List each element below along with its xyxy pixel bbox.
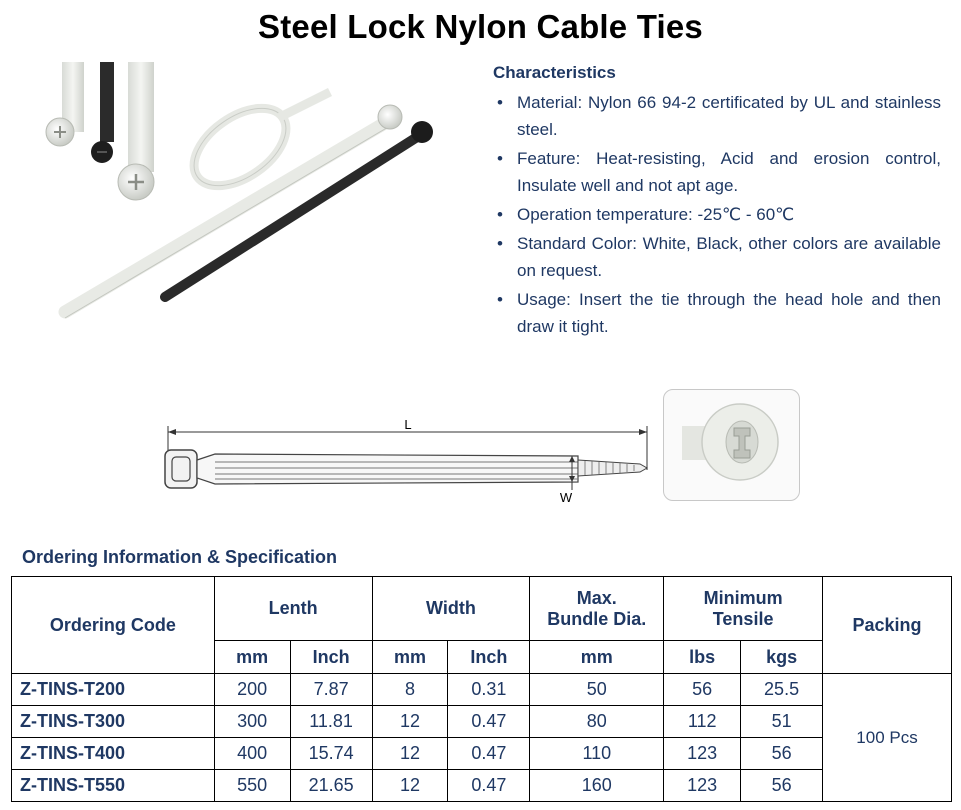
cell-code: Z-TINS-T550 [12, 770, 215, 802]
cell-kgs: 56 [741, 738, 823, 770]
page-title: Steel Lock Nylon Cable Ties [258, 8, 703, 45]
cell-bundle: 110 [530, 738, 664, 770]
table-row [12, 674, 952, 706]
cell-kgs: 56 [741, 770, 823, 802]
cell-bundle: 50 [530, 674, 664, 706]
cell-code: Z-TINS-T200 [12, 674, 215, 706]
unit-length-mm: mm [214, 641, 290, 674]
unit-bundle-mm: mm [530, 641, 664, 674]
head-closeup-illustration [664, 390, 799, 500]
cell-length-mm: 400 [214, 738, 290, 770]
cell-width-mm: 12 [372, 738, 448, 770]
characteristics-list [493, 89, 941, 340]
cell-lbs: 123 [664, 770, 741, 802]
characteristic-color: • Standard Color: White, Black, other colors are available on request. [493, 230, 941, 284]
cell-code: Z-TINS-T300 [12, 706, 215, 738]
cell-width-inch: 0.47 [448, 706, 530, 738]
cell-kgs: 51 [741, 706, 823, 738]
unit-width-mm: mm [372, 641, 448, 674]
characteristic-usage: • Usage: Insert the tie through the head hole and then draw it tight. [493, 286, 941, 340]
header-width: Width [372, 577, 530, 641]
cell-width-mm: 8 [372, 674, 448, 706]
header-bundle-dia [530, 577, 664, 641]
head-closeup-image [663, 389, 800, 501]
header-bundle-line1: Max. [576, 587, 617, 608]
dimension-diagram [160, 410, 655, 510]
cell-bundle: 80 [530, 706, 664, 738]
header-tensile-line2: Tensile [712, 608, 774, 629]
cell-length-inch: 7.87 [290, 674, 372, 706]
header-ordering-code: Ordering Code [12, 577, 215, 674]
cell-length-inch: 11.81 [290, 706, 372, 738]
cell-code: Z-TINS-T400 [12, 738, 215, 770]
header-packing: Packing [823, 577, 952, 674]
characteristics-heading: Characteristics [493, 63, 616, 82]
cell-length-mm: 300 [214, 706, 290, 738]
cell-width-mm: 12 [372, 770, 448, 802]
characteristic-feature: • Feature: Heat-resisting, Acid and erosion control, Insulate well and not apt age. [493, 145, 941, 199]
cell-lbs: 112 [664, 706, 741, 738]
spec-table [11, 576, 952, 802]
table-row [12, 738, 952, 770]
cell-bundle: 160 [530, 770, 664, 802]
cell-lbs: 56 [664, 674, 741, 706]
characteristic-material: • Material: Nylon 66 94-2 certificated by UL and stainless steel. [493, 89, 941, 143]
cell-length-inch: 15.74 [290, 738, 372, 770]
header-tensile-line1: Minimum [703, 587, 783, 608]
spec-section-title: Ordering Information & Specification [22, 547, 338, 567]
characteristics-section [493, 63, 941, 342]
width-label: W [559, 490, 573, 505]
header-length: Lenth [214, 577, 372, 641]
cell-length-mm: 200 [214, 674, 290, 706]
characteristic-temperature: • Operation temperature: -25℃ - 60℃ [493, 201, 941, 228]
length-label: L [404, 417, 412, 432]
cell-kgs: 25.5 [741, 674, 823, 706]
unit-length-inch: Inch [290, 641, 372, 674]
unit-tensile-kgs: kgs [741, 641, 823, 674]
cell-length-mm: 550 [214, 770, 290, 802]
cell-width-mm: 12 [372, 706, 448, 738]
cell-lbs: 123 [664, 738, 741, 770]
cable-ties-photo [40, 62, 470, 332]
header-min-tensile [664, 577, 823, 641]
table-row [12, 770, 952, 802]
cell-width-inch: 0.31 [448, 674, 530, 706]
unit-width-inch: Inch [448, 641, 530, 674]
header-bundle-line2: Bundle Dia. [547, 608, 647, 629]
cell-width-inch: 0.47 [448, 738, 530, 770]
cell-packing: 100 Pcs [823, 674, 952, 802]
cell-length-inch: 21.65 [290, 770, 372, 802]
table-row [12, 706, 952, 738]
cell-width-inch: 0.47 [448, 770, 530, 802]
unit-tensile-lbs: lbs [664, 641, 741, 674]
